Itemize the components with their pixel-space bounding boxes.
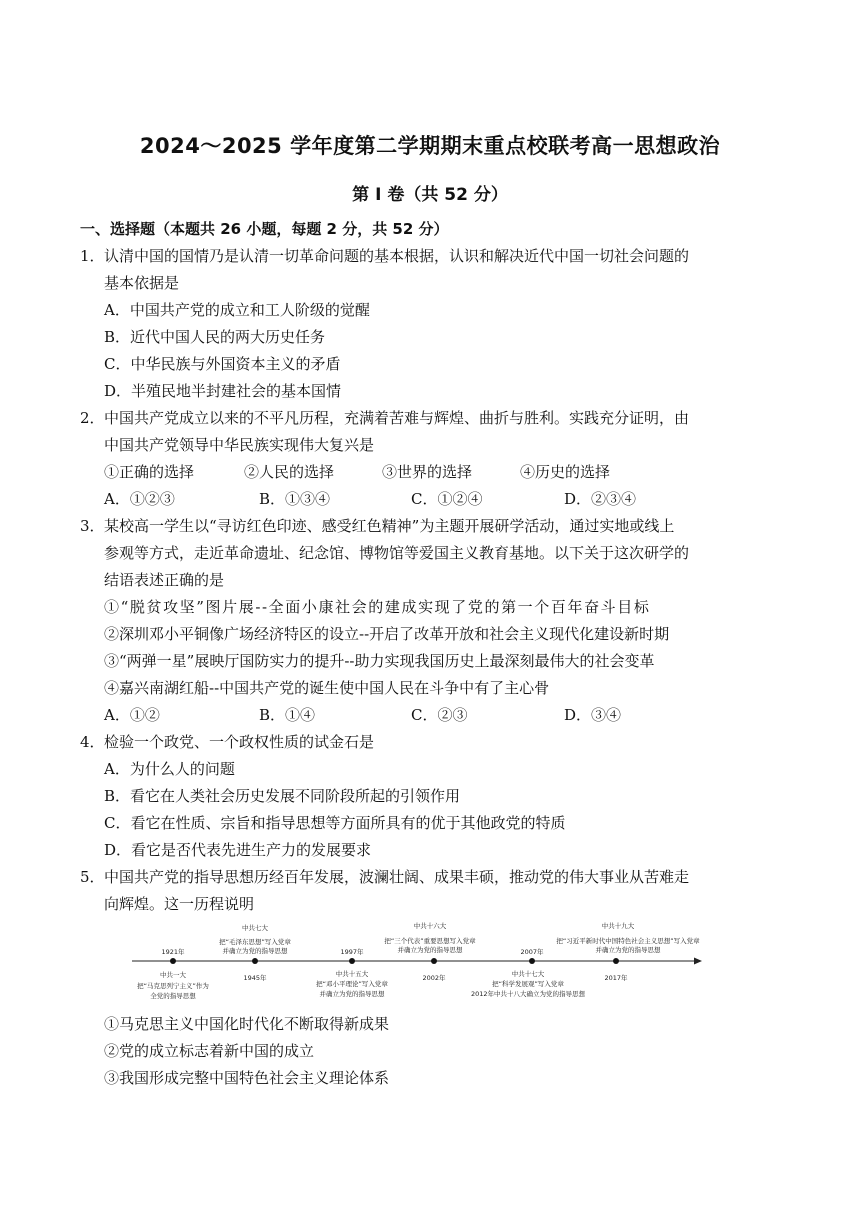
timeline-event-text: 把“三个代表”重要思想写入党章 (384, 937, 476, 945)
question-number: 5． (80, 868, 105, 886)
option-d: D．③④ (564, 706, 622, 724)
option-a: A．中国共产党的成立和工人阶级的觉醒 (104, 301, 370, 319)
timeline-event-label: 中共十七大 (511, 970, 545, 978)
timeline-event-text: 全党的指导思想 (150, 992, 196, 1000)
timeline-node-1945 (252, 958, 258, 964)
timeline-event-text: 把“科学发展观”写入党章 (492, 980, 564, 988)
timeline-year: 2002年 (422, 974, 446, 982)
option-c: C．看它在性质、宗旨和指导思想等方面所具有的优于其他政党的特质 (104, 814, 566, 832)
timeline-event-text: 并确立为党的指导思想 (397, 946, 463, 954)
option-a: A．为什么人的问题 (104, 760, 235, 778)
statement-3: ③世界的选择 (382, 463, 473, 481)
option-c: C．中华民族与外国资本主义的矛盾 (104, 355, 341, 373)
option-a: A．①②③ (104, 490, 175, 508)
question-stem: 认清中国的国情乃是认清一切革命问题的基本根据，认识和解决近代中国一切社会问题的 (104, 247, 690, 265)
question-stem: 基本依据是 (104, 274, 180, 292)
question-stem: 参观等方式，走近革命遗址、纪念馆、博物馆等爱国主义教育基地。以下关于这次研学的 (104, 544, 690, 562)
option-b: B．①④ (259, 706, 316, 724)
party-guiding-thought-timeline (128, 918, 728, 1004)
timeline-event-text: 2012年中共十八大确立为党的指导思想 (470, 990, 586, 998)
part-heading: 第 Ⅰ 卷（共 52 分） (352, 185, 508, 205)
timeline-event-label: 中共十五大 (335, 970, 369, 978)
statement-2: ②人民的选择 (244, 463, 335, 481)
option-b: B．①③④ (259, 490, 331, 508)
timeline-year: 1921年 (161, 948, 185, 956)
statement-1: ①“脱贫攻坚”图片展--全面小康社会的建成实现了党的第一个百年奋斗目标 (104, 598, 651, 616)
question-stem: 某校高一学生以“寻访红色印迹、感受红色精神”为主题开展研学活动，通过实地或线上 (104, 517, 675, 535)
timeline-node-2017 (613, 958, 619, 964)
statement-3: ③我国形成完整中国特色社会主义理论体系 (104, 1069, 390, 1087)
timeline-event-label: 中共七大 (242, 924, 268, 932)
timeline-year: 2017年 (604, 974, 628, 982)
statement-1: ①马克思主义中国化时代化不断取得新成果 (104, 1015, 390, 1033)
statement-4: ④历史的选择 (520, 463, 611, 481)
question-stem: 中国共产党领导中华民族实现伟大复兴是 (104, 436, 375, 454)
timeline-year: 1945年 (243, 974, 267, 982)
timeline-node-2002 (431, 958, 437, 964)
timeline-node-2007 (529, 958, 535, 964)
timeline-event-text: 并确立为党的指导思想 (222, 947, 288, 955)
timeline-year: 2007年 (520, 948, 544, 956)
timeline-event-label: 中共一大 (160, 971, 186, 979)
timeline-year: 1997年 (340, 948, 364, 956)
option-c: C．②③ (411, 706, 468, 724)
statement-4: ④嘉兴南湖红船--中国共产党的诞生使中国人民在斗争中有了主心骨 (104, 679, 550, 697)
option-b: B．看它在人类社会历史发展不同阶段所起的引领作用 (104, 787, 461, 805)
option-d: D．半殖民地半封建社会的基本国情 (104, 382, 342, 400)
timeline-arrow-icon (694, 958, 702, 965)
timeline-event-label: 中共十九大 (601, 922, 635, 930)
timeline-event-text: 并确立为党的指导思想 (595, 946, 661, 954)
option-d: D．看它是否代表先进生产力的发展要求 (104, 841, 372, 859)
statement-1: ①正确的选择 (104, 463, 195, 481)
statement-2: ②党的成立标志着新中国的成立 (104, 1042, 315, 1060)
question-stem: 向辉煌。这一历程说明 (104, 895, 255, 913)
question-number: 4． (80, 733, 105, 751)
option-b: B．近代中国人民的两大历史任务 (104, 328, 326, 346)
question-stem: 检验一个政党、一个政权性质的试金石是 (104, 733, 375, 751)
question-number: 1． (80, 247, 105, 265)
timeline-node-1997 (349, 958, 355, 964)
timeline-event-text: 并确立为党的指导思想 (319, 990, 385, 998)
timeline-event-label: 中共十六大 (413, 922, 447, 930)
exam-title: 2024～2025 学年度第二学期期末重点校联考高一思想政治 (139, 134, 721, 158)
timeline-event-text: 把“习近平新时代中国特色社会主义思想”写入党章 (556, 937, 700, 945)
option-d: D．②③④ (564, 490, 637, 508)
question-number: 3． (80, 517, 105, 535)
timeline-event-text: 把“马克思列宁主义”作为 (137, 982, 209, 990)
question-stem: 结语表述正确的是 (104, 571, 225, 589)
section-heading: 一、选择题（本题共 26 小题，每题 2 分，共 52 分） (80, 220, 449, 238)
timeline-event-text: 把“邓小平理论”写入党章 (316, 980, 388, 988)
question-stem: 中国共产党的指导思想历经百年发展，波澜壮阔、成果丰硕，推动党的伟大事业从苦难走 (104, 868, 690, 886)
question-number: 2． (80, 409, 105, 427)
timeline-event-text: 把“毛泽东思想”写入党章 (219, 938, 291, 946)
statement-3: ③“两弹一星”展映厅国防实力的提升--助力实现我国历史上最深刻最伟大的社会变革 (104, 652, 655, 670)
option-c: C．①②④ (411, 490, 483, 508)
question-stem: 中国共产党成立以来的不平凡历程，充满着苦难与辉煌、曲折与胜利。实践充分证明，由 (104, 409, 690, 427)
timeline-node-1921 (170, 958, 176, 964)
statement-2: ②深圳邓小平铜像广场经济特区的设立--开启了改革开放和社会主义现代化建设新时期 (104, 625, 670, 643)
option-a: A．①② (104, 706, 160, 724)
